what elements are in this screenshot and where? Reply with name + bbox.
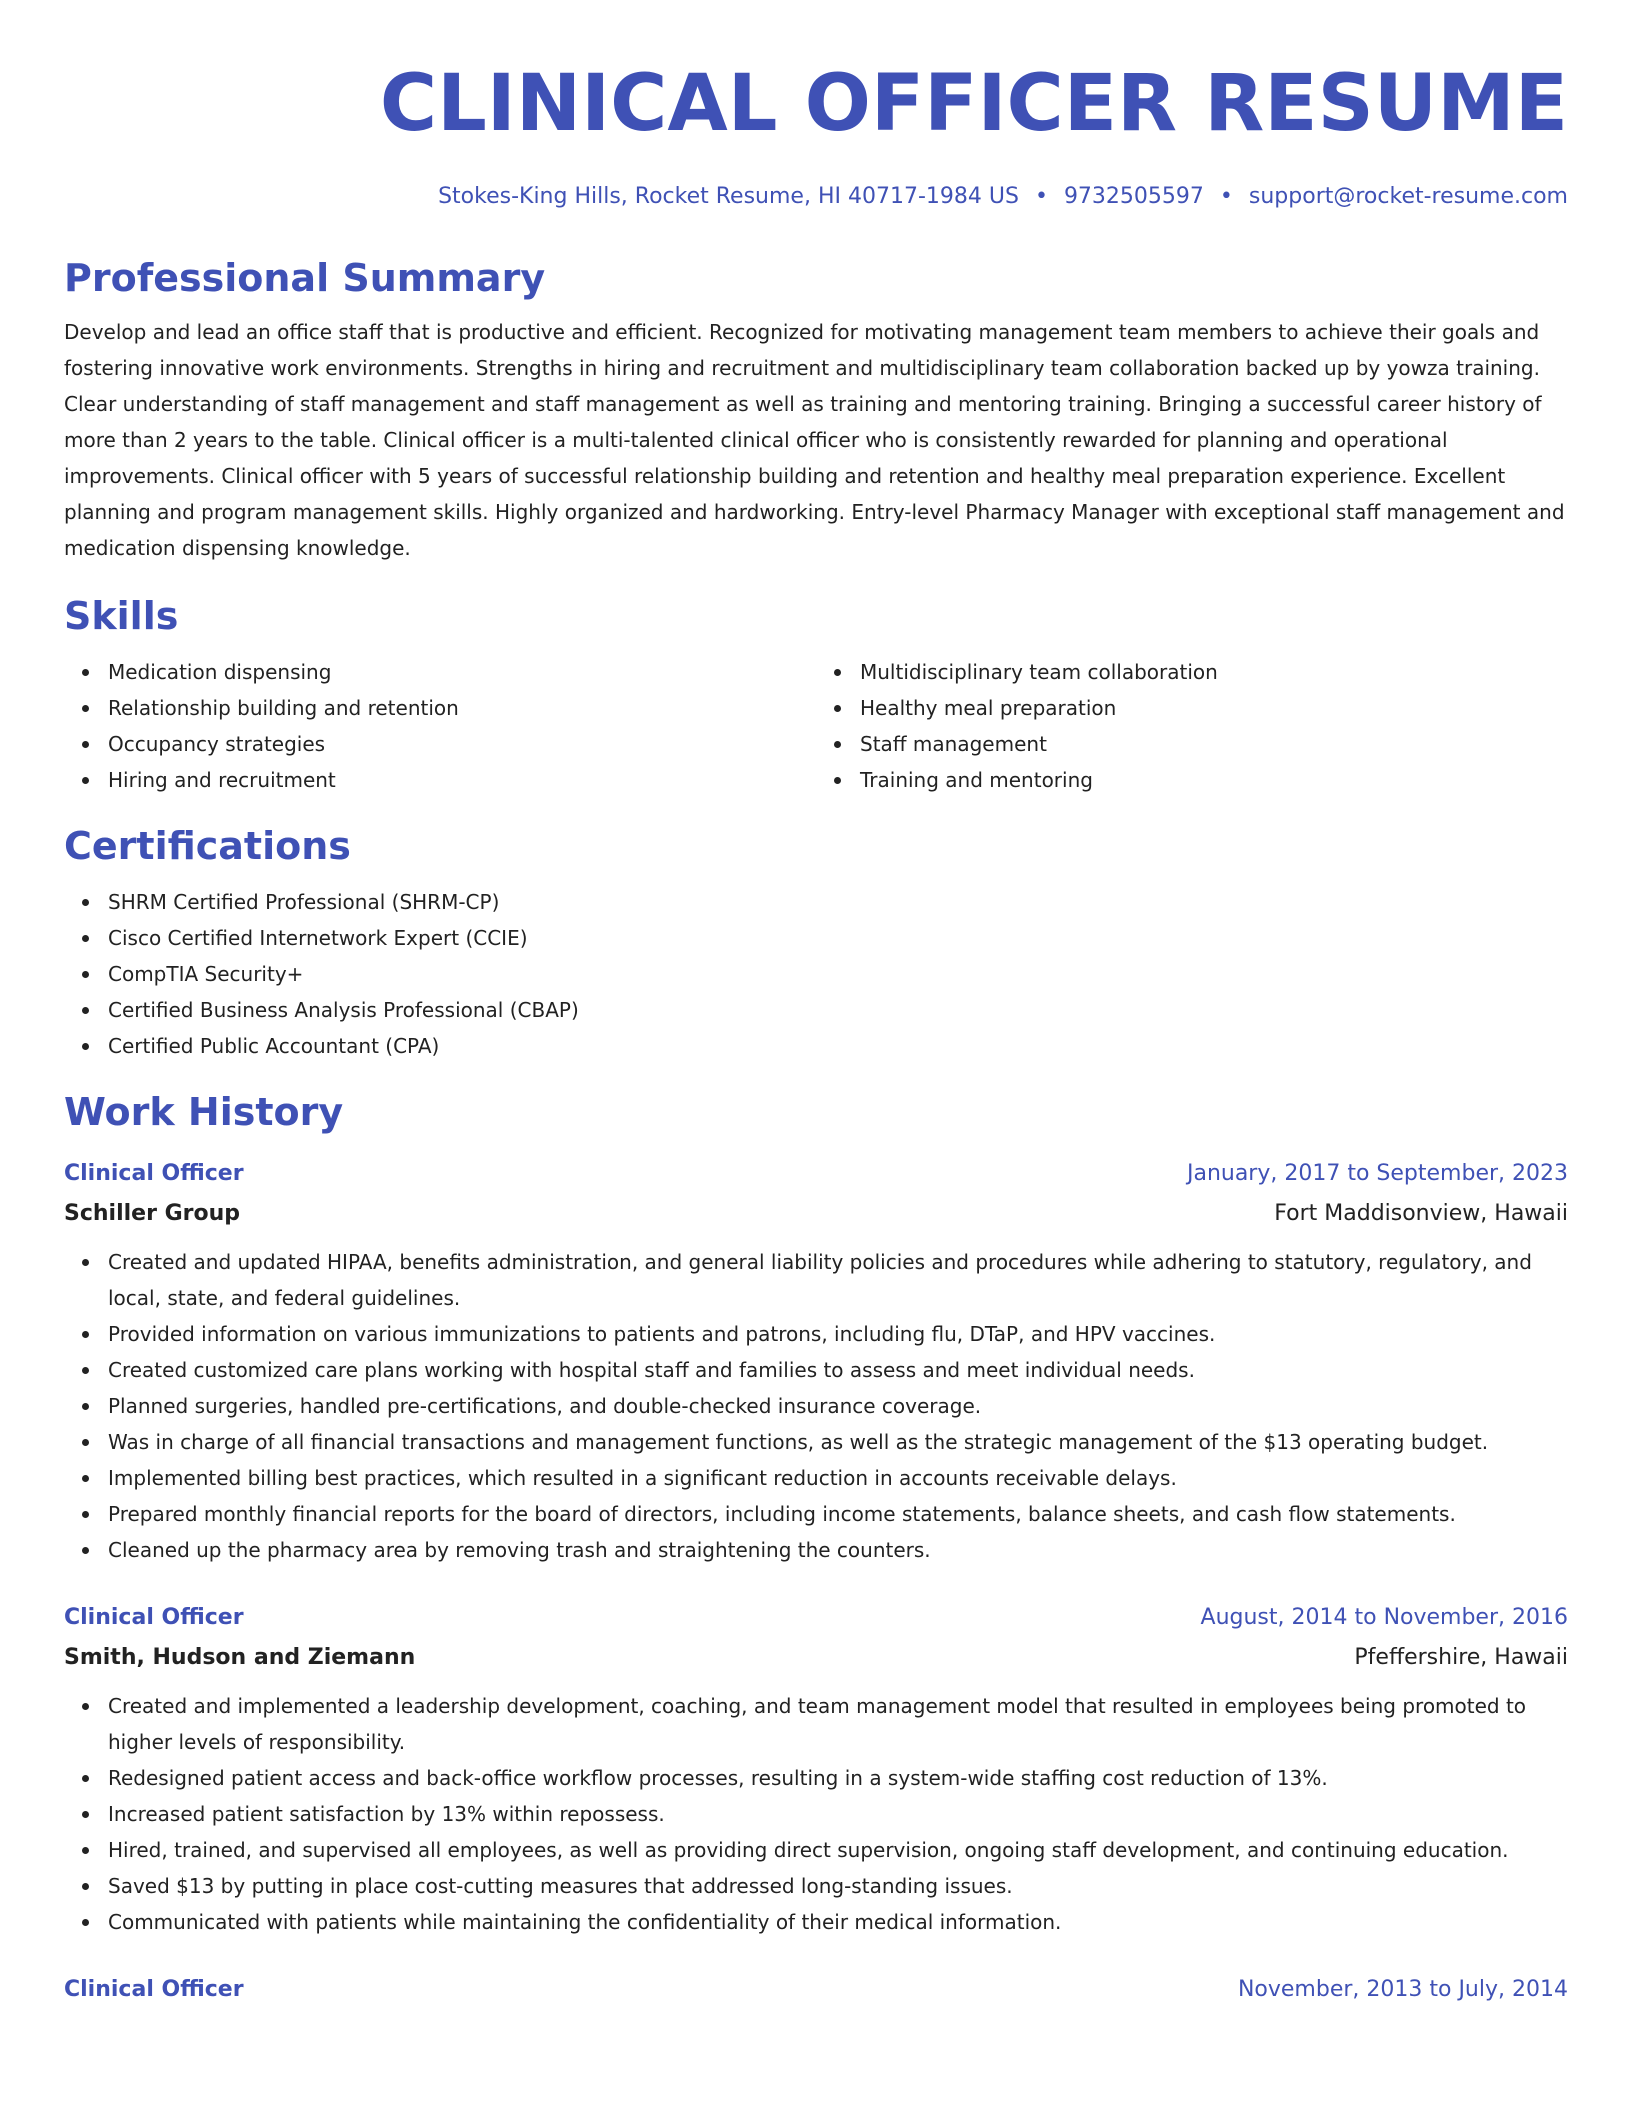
- certification-item: CompTIA Security+: [108, 956, 1568, 992]
- certification-item: Cisco Certified Internetwork Expert (CCIE): [108, 920, 1568, 956]
- certification-item: SHRM Certified Professional (SHRM-CP): [108, 884, 1568, 920]
- contact-address: Stokes-King Hills, Rocket Resume, HI 40717-1984 US: [438, 184, 1019, 209]
- job-bullet: Was in charge of all financial transactions and management functions, as well as the strategic management of the $13 operating budget.: [108, 1424, 1568, 1460]
- skills-column-right: [816, 654, 1568, 798]
- resume-title: CLINICAL OFFICER RESUME: [379, 59, 1568, 149]
- job-bullet: Cleaned up the pharmacy area by removing trash and straightening the counters.: [108, 1532, 1568, 1568]
- job-header: [64, 1970, 1568, 2010]
- job-bullet: Planned surgeries, handled pre-certifications, and double-checked insurance coverage.: [108, 1388, 1568, 1424]
- job-bullet: Prepared monthly financial reports for the board of directors, including income statements, balance sheets, and cash flow statements.: [108, 1496, 1568, 1532]
- resume-page: [64, 0, 1568, 2010]
- job-bullet: Communicated with patients while maintaining the confidentiality of their medical information.: [108, 1904, 1568, 1940]
- job-title: Clinical Officer: [64, 1161, 244, 1186]
- job-subheader: [64, 1194, 1568, 1234]
- job-dates: November, 2013 to July, 2014: [1237, 1977, 1568, 2002]
- job-bullet: Redesigned patient access and back-office workflow processes, resulting in a system-wide staffing cost reduction of 13%.: [108, 1760, 1568, 1796]
- job-bullet: Implemented billing best practices, which resulted in a significant reduction in accounts receivable delays.: [108, 1460, 1568, 1496]
- skills-list: [64, 654, 1568, 798]
- job-bullets: [64, 1688, 1568, 1940]
- job-bullet: Increased patient satisfaction by 13% within repossess.: [108, 1796, 1568, 1832]
- skill-item: Relationship building and retention: [108, 690, 816, 726]
- skill-item: Healthy meal preparation: [860, 690, 1568, 726]
- job-bullet: Created and implemented a leadership development, coaching, and team management model that resulted in employees being promoted to higher levels of responsibility.: [108, 1688, 1568, 1760]
- certification-item: Certified Business Analysis Professional (CBAP): [108, 992, 1568, 1028]
- skills-column-left: [64, 654, 816, 798]
- skill-item: Training and mentoring: [860, 762, 1568, 798]
- skill-item: Occupancy strategies: [108, 726, 816, 762]
- contact-line: [64, 182, 1568, 212]
- summary-text: Develop and lead an office staff that is productive and efficient. Recognized for motivating management team members to achieve their goals and fostering innovative work environments. Strengths in hiring and recruitment and multidisciplinary team collaboration backed up by yowza training. Clear understanding of staff management and staff management as well as training and mentoring training. Bringing a successful career history of more than 2 years to the table. Clinical officer is a multi-talented clinical officer who is consistently rewarded for planning and operational improvements. Clinical officer with 5 years of successful relationship building and retention and healthy meal preparation experience. Excellent planning and program management skills. Highly organized and hardworking. Entry-level Pharmacy Manager with exceptional staff management and medication dispensing knowledge.: [64, 320, 1565, 560]
- contact-email[interactable]: support@rocket-resume.com: [1248, 184, 1568, 209]
- job-bullet: Provided information on various immunizations to patients and patrons, including flu, DTaP, and HPV vaccines.: [108, 1316, 1568, 1352]
- job-entry: [64, 1154, 1568, 1568]
- job-title: Clinical Officer: [64, 1605, 244, 1630]
- job-bullet: Hired, trained, and supervised all employees, as well as providing direct supervision, ongoing staff development, and continuing education.: [108, 1832, 1568, 1868]
- skill-item: Staff management: [860, 726, 1568, 762]
- job-entry: [64, 1970, 1568, 2010]
- skill-item: Multidisciplinary team collaboration: [860, 654, 1568, 690]
- job-bullet: Saved $13 by putting in place cost-cutting measures that addressed long-standing issues.: [108, 1868, 1568, 1904]
- skills-heading: Skills: [64, 594, 179, 638]
- skill-item: Hiring and recruitment: [108, 762, 816, 798]
- job-bullets: [64, 1244, 1568, 1568]
- job-company: Smith, Hudson and Ziemann: [64, 1645, 416, 1670]
- job-entry: [64, 1598, 1568, 1940]
- certifications-heading: Certifications: [64, 824, 351, 868]
- job-location: Fort Maddisonview, Hawaii: [1274, 1201, 1568, 1226]
- job-subheader: [64, 1638, 1568, 1678]
- job-title: Clinical Officer: [64, 1977, 244, 2002]
- contact-separator: •: [1219, 184, 1233, 209]
- summary-heading: Professional Summary: [64, 256, 546, 300]
- job-header: [64, 1598, 1568, 1638]
- job-dates: August, 2014 to November, 2016: [1200, 1605, 1568, 1630]
- certifications-list: [64, 884, 1568, 1064]
- contact-separator: •: [1034, 184, 1048, 209]
- job-company: Schiller Group: [64, 1201, 241, 1226]
- certification-item: Certified Public Accountant (CPA): [108, 1028, 1568, 1064]
- skill-item: Medication dispensing: [108, 654, 816, 690]
- job-dates: January, 2017 to September, 2023: [1186, 1161, 1568, 1186]
- contact-phone: 9732505597: [1063, 184, 1204, 209]
- job-bullet: Created and updated HIPAA, benefits administration, and general liability policies and procedures while adhering to statutory, regulatory, and local, state, and federal guidelines.: [108, 1244, 1568, 1316]
- job-bullet: Created customized care plans working with hospital staff and families to assess and meet individual needs.: [108, 1352, 1568, 1388]
- job-location: Pfeffershire, Hawaii: [1354, 1645, 1568, 1670]
- work-history-heading: Work History: [64, 1090, 344, 1134]
- job-header: [64, 1154, 1568, 1194]
